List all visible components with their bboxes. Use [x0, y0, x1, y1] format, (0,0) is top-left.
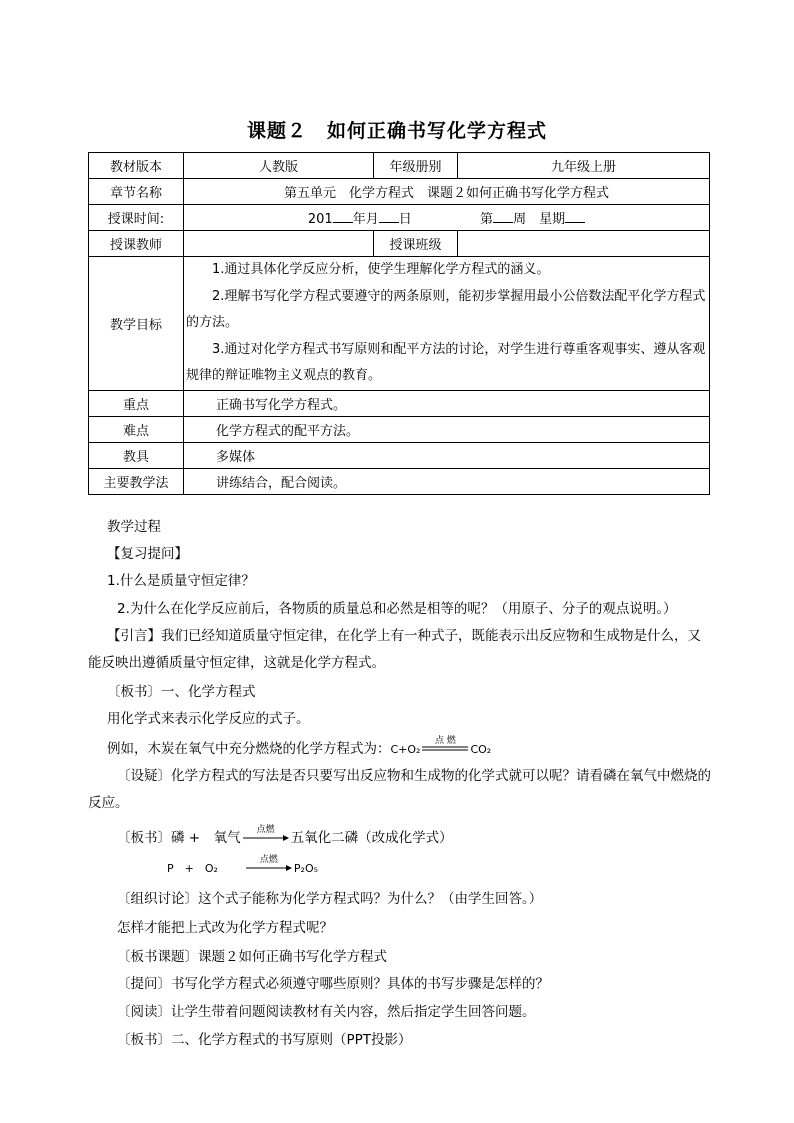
table-row: [89, 416, 710, 442]
example-line: [107, 737, 491, 757]
read-line: 〔阅读〕让学生带着问题阅读教材有关内容，然后指定学生回答问题。: [117, 1004, 536, 1020]
blank: [493, 210, 513, 223]
tools-value: 多媒体: [184, 442, 710, 468]
board-heading-1: 〔板书〕一、化学方程式: [107, 684, 256, 700]
reaction-arrow: [422, 736, 468, 756]
equation-1-left: C+O₂: [390, 743, 421, 756]
table-row: [89, 390, 710, 416]
ask-line: 〔提问〕书写化学方程式必须遵守哪些原则？具体的书写步骤是怎样的？: [117, 976, 549, 992]
chapter-label: 章节名称: [89, 179, 184, 205]
textbook-value: 人教版: [184, 153, 374, 179]
condition-label: 点燃: [256, 825, 275, 835]
arrow-line: [246, 865, 292, 871]
difficulty-label: 难点: [89, 416, 184, 442]
board-heading-3: 〔板书课题〕课题２如何正确书写化学方程式: [117, 949, 387, 965]
board-2-right: 五氧化二磷（改成化学式）: [290, 830, 453, 846]
equals-line: [422, 746, 468, 752]
example-text: 例如，木炭在氧气中充分燃烧的化学方程式为：: [107, 741, 391, 757]
board-heading-4: 〔板书〕二、化学方程式的书写原则（PPT投影）: [117, 1032, 412, 1048]
intro-line-1: 【引言】我们已经知道质量守恒定律，在化学上有一种式子，既能表示出反应物和生成物是什么，又: [107, 628, 701, 644]
goal-item: 3.通过对化学方程式书写原则和配平方法的讨论，对学生进行尊重客观事实、遵从客观规律的辩证唯物主义观点的教育。: [186, 341, 706, 383]
table-row: [89, 153, 710, 179]
month-text: 年月: [352, 212, 379, 227]
condition-label: 点燃: [259, 855, 278, 865]
weekday-text: 周 星期: [513, 212, 566, 227]
teacher-label: 授课教师: [89, 231, 184, 257]
goals-label: 教学目标: [89, 257, 184, 391]
goals-content: [184, 257, 710, 391]
tools-label: 教具: [89, 442, 184, 468]
reaction-arrow: [243, 825, 289, 845]
table-row: [89, 468, 710, 494]
blank: [333, 210, 353, 223]
class-label: 授课班级: [374, 231, 458, 257]
reaction-arrow: [246, 855, 292, 875]
question-line-2: 反应。: [88, 795, 129, 811]
board-2-left: 〔板书〕磷 + 氧气: [117, 830, 241, 846]
equation-2-left: P + O₂: [167, 862, 218, 875]
year-text: 201: [307, 212, 333, 227]
table-row: [89, 205, 710, 231]
teacher-value: [184, 231, 374, 257]
week-prefix: 第: [480, 212, 494, 227]
time-label: 授课时间:: [89, 205, 184, 231]
difficulty-value: 化学方程式的配平方法。: [184, 416, 710, 442]
blank: [565, 210, 585, 223]
method-label: 主要教学法: [89, 468, 184, 494]
table-row: [89, 179, 710, 205]
goal-item: 1.通过具体化学反应分析，使学生理解化学方程式的涵义。: [212, 262, 550, 277]
page-title: 课题２ 如何正确书写化学方程式: [246, 120, 547, 142]
table-row: [89, 257, 710, 391]
time-value: [184, 205, 710, 231]
how-question: 怎样才能把上式改为化学方程式呢？: [117, 920, 333, 936]
textbook-label: 教材版本: [89, 153, 184, 179]
question-2: 2.为什么在化学反应前后，各物质的质量总和必然是相等的呢？（用原子、分子的观点说明。）: [117, 601, 677, 617]
question-1: 1.什么是质量守恒定律？: [107, 573, 255, 589]
review-heading: 【复习提问】: [107, 546, 188, 562]
intro-line-2: 能反映出遵循质量守恒定律，这就是化学方程式。: [88, 655, 385, 671]
condition-label: 点 燃: [435, 736, 456, 746]
discussion: 〔组织讨论〕这个式子能称为化学方程式吗？为什么？（由学生回答。）: [117, 891, 543, 907]
table-row: [89, 231, 710, 257]
equation-2: [167, 855, 319, 876]
equation-1-right: CO₂: [470, 743, 492, 756]
definition: 用化学式来表示化学反应的式子。: [107, 711, 310, 727]
arrow-line: [243, 835, 289, 841]
equation-2-right: P₂O₅: [293, 862, 319, 875]
day-text: 日: [398, 212, 412, 227]
blank: [379, 210, 399, 223]
chapter-value: 第五单元 化学方程式 课题２如何正确书写化学方程式: [184, 179, 710, 205]
process-heading: 教学过程: [107, 519, 161, 535]
grade-value: 九年级上册: [458, 153, 710, 179]
key-point-value: 正确书写化学方程式。: [184, 390, 710, 416]
key-point-label: 重点: [89, 390, 184, 416]
class-value: [458, 231, 710, 257]
grade-label: 年级册别: [374, 153, 458, 179]
question-line-1: 〔设疑〕化学方程式的写法是否只要写出反应物和生成物的化学式就可以呢？请看磷在氧气中燃烧的: [117, 768, 711, 784]
method-value: 讲练结合，配合阅读。: [184, 468, 710, 494]
lesson-info-table: [88, 152, 710, 495]
table-row: [89, 442, 710, 468]
goal-item: 2.理解书写化学方程式要遵守的两条原则，能初步掌握用最小公倍数法配平化学方程式的方法。: [186, 288, 706, 330]
board-line-2: [117, 826, 453, 846]
